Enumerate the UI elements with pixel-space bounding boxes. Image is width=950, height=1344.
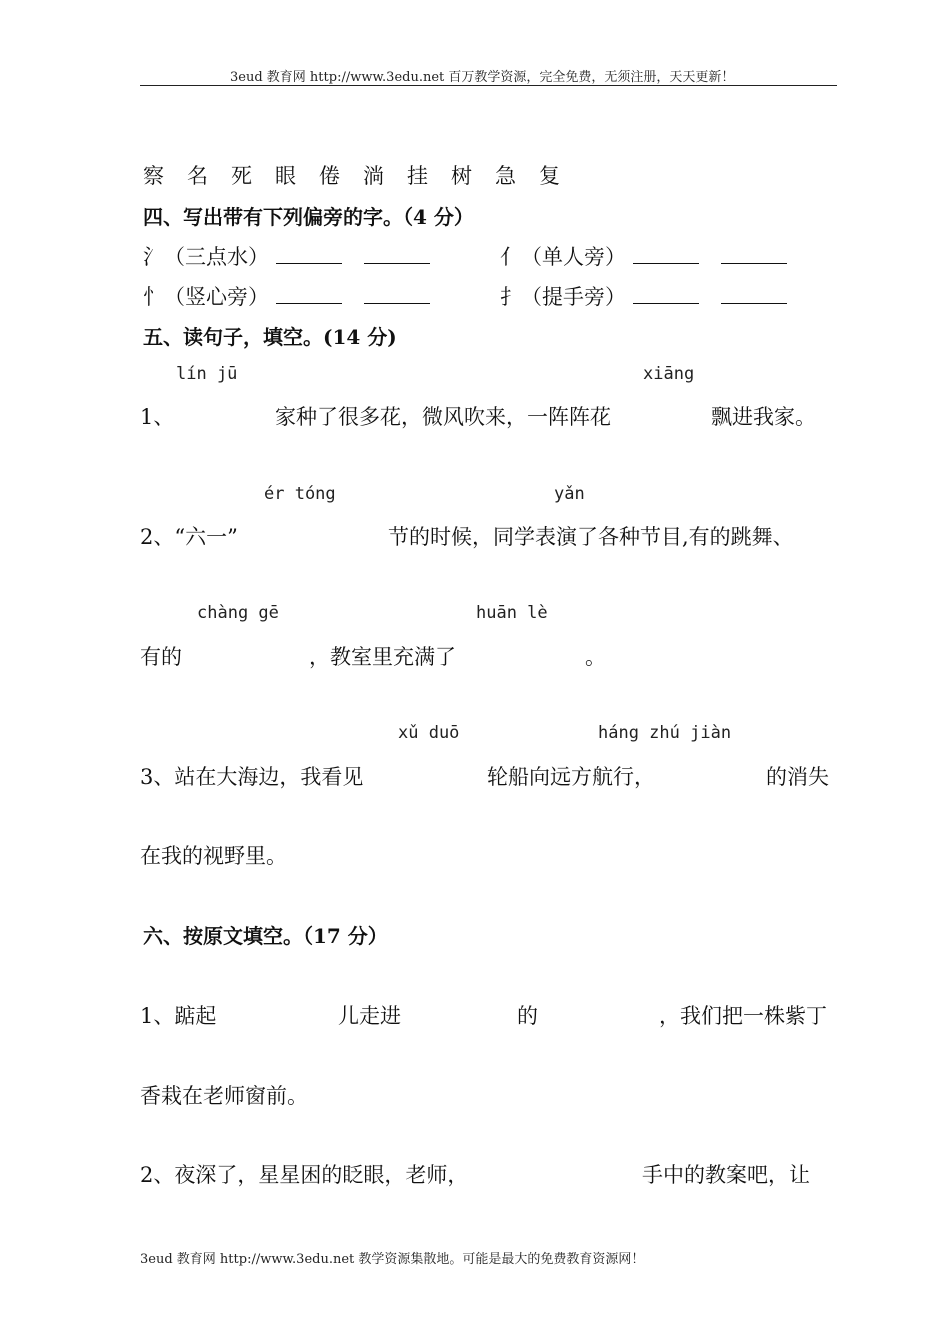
- answer-blank[interactable]: [721, 285, 787, 304]
- sentence-text: 2、“六一”: [140, 525, 238, 549]
- char-item: 挂: [407, 164, 428, 188]
- radical-item: [500, 281, 809, 311]
- sentence-text: 的: [517, 1004, 538, 1028]
- page-footer: 3eud 教育网 http://www.3edu.net 教学资源集散地。可能是最大的免费教育资源网！: [140, 1252, 645, 1267]
- section-4-heading: 四、写出带有下列偏旁的字。（4 分）: [143, 205, 474, 229]
- radical-item: [143, 241, 452, 271]
- sentence-text: 节的时候，同学表演了各种节目,有的跳舞、: [388, 525, 794, 549]
- sentence-text: 香栽在老师窗前。: [140, 1084, 308, 1108]
- pinyin-hint: háng zhú jiàn: [598, 723, 732, 743]
- sentence-text: 家种了很多花，微风吹来，一阵阵花: [275, 405, 611, 429]
- section-6-heading: 六、按原文填空。（17 分）: [143, 924, 388, 948]
- header-rule: [140, 85, 837, 86]
- sentence-number: 1、: [140, 405, 175, 429]
- radical-label: 氵（三点水）: [143, 245, 269, 269]
- char-item: 树: [451, 164, 472, 188]
- char-item: 察: [143, 164, 164, 188]
- section-5-heading: 五、读句子，填空。(14 分): [143, 325, 397, 349]
- pinyin-hint: ér tóng: [264, 484, 336, 504]
- radical-label: 亻（单人旁）: [500, 245, 626, 269]
- pinyin-hint: chàng gē: [197, 603, 279, 623]
- radical-item: [143, 281, 452, 311]
- sentence-text: 轮船向远方航行，: [487, 765, 655, 789]
- sentence-text: 。: [585, 645, 606, 669]
- char-item: 倦: [319, 164, 340, 188]
- pinyin-hint: yǎn: [554, 484, 585, 504]
- char-item: 淌: [363, 164, 384, 188]
- sentence-text: ，教室里充满了: [309, 645, 456, 669]
- radical-label: 忄（竖心旁）: [143, 285, 269, 309]
- pinyin-hint: lín jū: [176, 364, 238, 384]
- sentence-text: 飘进我家。: [711, 405, 816, 429]
- answer-blank[interactable]: [276, 285, 342, 304]
- sentence-text: 2、夜深了，星星困的眨眼，老师，: [140, 1163, 469, 1187]
- radical-label: 扌（提手旁）: [500, 285, 626, 309]
- sentence-text: 的消失: [766, 765, 829, 789]
- sentence-text: 手中的教案吧，让: [642, 1163, 810, 1187]
- char-item: 复: [539, 164, 560, 188]
- answer-blank[interactable]: [721, 245, 787, 264]
- character-row: [143, 160, 583, 190]
- sentence-text: 有的: [140, 645, 182, 669]
- char-item: 死: [231, 164, 252, 188]
- pinyin-hint: xǔ duō: [398, 723, 460, 743]
- answer-blank[interactable]: [276, 245, 342, 264]
- char-item: 眼: [275, 164, 296, 188]
- char-item: 名: [187, 164, 208, 188]
- answer-blank[interactable]: [633, 245, 699, 264]
- pinyin-hint: huān lè: [476, 603, 548, 623]
- char-item: 急: [495, 164, 516, 188]
- answer-blank[interactable]: [364, 245, 430, 264]
- sentence-text: 儿走进: [338, 1004, 401, 1028]
- sentence-text: ，我们把一株紫丁: [659, 1004, 827, 1028]
- pinyin-hint: xiāng: [643, 364, 695, 384]
- sentence-text: 1、踮起: [140, 1004, 217, 1028]
- answer-blank[interactable]: [364, 285, 430, 304]
- page-header: 3eud 教育网 http://www.3edu.net 百万教学资源，完全免费，无须注册，天天更新！: [230, 70, 735, 85]
- answer-blank[interactable]: [633, 285, 699, 304]
- radical-item: [500, 241, 809, 271]
- sentence-text: 在我的视野里。: [140, 844, 287, 868]
- sentence-text: 3、站在大海边，我看见: [140, 765, 364, 789]
